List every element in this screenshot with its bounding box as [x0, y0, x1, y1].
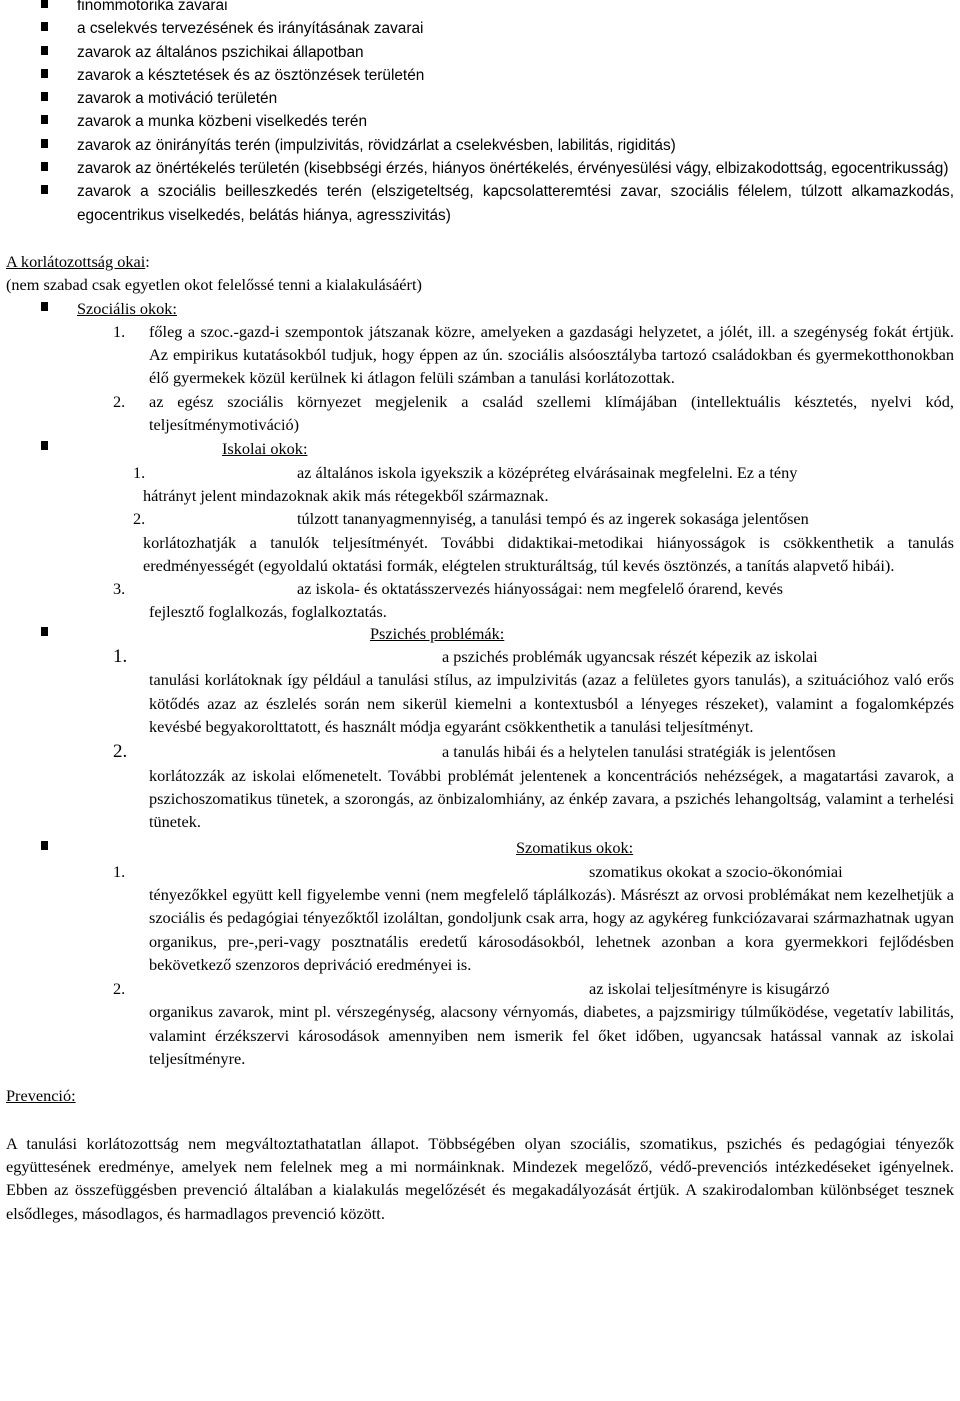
psych-causes-list — [0, 645, 960, 833]
list-item: zavarok a munka közbeni viselkedés terén — [0, 110, 960, 133]
section-title: Szomatikus okok: — [516, 838, 634, 858]
list-item: finommotorika zavarai — [0, 0, 960, 17]
bullet-icon — [41, 627, 48, 636]
list-item: 2. túlzott tananyagmennyiség, a tanulási tempó és az ingerek sokasága jelentősen korlátozhatják a tanulók teljesítményét. További didaktikai-metodikai hiányosságok is csökkenthetik a tanulás eredményességét (egyoldalú oktatási formák, elégtelen strukturáltság, túl kevés ösztönzés, a tanítás alapvető hibái). — [133, 509, 954, 575]
bullet-icon — [41, 841, 48, 850]
causes-heading: A korlátozottság okai: — [6, 251, 150, 271]
section-school — [0, 436, 960, 460]
section-title: Pszichés problémák: — [370, 623, 505, 643]
list-item: zavarok az önirányítás terén (impulzivitás, rövidzárlat a cselekvésben, labilitás, rigiditás) — [0, 134, 960, 157]
symptom-list — [0, 0, 960, 227]
bullet-icon — [41, 441, 48, 450]
somatic-causes-list — [0, 860, 960, 1071]
section-psych — [0, 622, 960, 645]
list-item: a cselekvés tervezésének és irányításának zavarai — [0, 17, 960, 40]
list-item: 1. főleg a szoc.-gazd-i szempontok játszanak közre, amelyeken a gazdasági helyzetet, a jólét, ill. a szegénység fokát értjük. Az empirikus kutatásokból tudjuk, hogy éppen az ún. szociális alsóosztályba tartozó családokban és gyermekotthonokban élő gyermekek közül kerülnek ki átlagon felüli számban a tanulási korlátozottak. — [113, 321, 954, 388]
section-title: Iskolai okok: — [222, 439, 308, 459]
list-item: 2. az iskolai teljesítményre is kisugárzó organikus zavarok, mint pl. vérszegénység, alacsony vérnyomás, diabetes, a pajzsmirigy túlműködése, vegetatív labilitás, valamint érzékszervi károsodások amennyiben nem ismerik fel őket időben, ugyancsak hatással vannak az iskolai teljesítményre. — [113, 979, 954, 1069]
prevention-paragraph: A tanulási korlátozottság nem megváltoztathatatlan állapot. Többségében olyan szociális, szomatikus, pszichés és pedagógiai tényezők együttesének eredménye, amelyek nem felelnek meg a mi normáinknak. Mindezek megelőző, védő-prevenciós intézkedéseket igényelnek. Ebben az összefüggésben prevenció általában a kialakulás megelőzését és megakadályozását értjük. A szakirodalomban különbséget tesznek elsődleges, másodlagos, és harmadlagos prevenció között. — [6, 1133, 954, 1223]
prevention-heading: Prevenció: — [6, 1086, 76, 1106]
list-item: zavarok a késztetések és az ösztönzések területén — [0, 64, 960, 87]
list-item: zavarok az önértékelés területén (kisebbségi érzés, hiányos önértékelés, érvényesülési vágy, elbizakodottság, egocentrikusság) — [0, 157, 960, 180]
list-item: zavarok az általános pszichikai állapotban — [0, 41, 960, 64]
section-somatic — [0, 836, 960, 859]
list-item: 1. szomatikus okokat a szocio-ökonómiai tényezőkkel együtt kell figyelembe venni (nem megfelelő táplálkozás). Másrészt az orvosi problémákat nem kezelhetjük a szociális és pedagógiai tényezőktől izoláltan, gondoljunk csak arra, hogy az agykéreg funkciózavarai származhatnak ugyan organikus, pre-,peri-vagy posztnatális eredetű károsodásokból, lehetnek azonban a kora gyermekkori fejlődésben bekövetkező szenzoros depriváció eredményei is. — [113, 861, 954, 974]
section-title: Szociális okok: — [77, 298, 177, 318]
list-item: 1. az általános iskola igyekszik a középréteg elvárásainak megfelelni. Ez a tény hátrányt jelent mindazoknak akik más rétegekből származnak. — [133, 462, 798, 505]
list-item: 3. az iskola- és oktatásszervezés hiányosságai: nem megfelelő órarend, kevés fejlesztő foglalkozás, foglalkoztatás. — [113, 579, 783, 622]
social-causes-list — [0, 320, 960, 436]
bullet-icon — [41, 302, 48, 311]
list-item: 2. a tanulás hibái és a helytelen tanulási stratégiák is jelentősen korlátozzák az iskolai előmenetelt. További problémát jelentenek a koncentrációs nehézségek, a magatartási zavarok, a pszichoszomatikus tünetek, a szorongás, az önbizalomhiány, az énkép zavara, a pszichés lehangoltság, valamint a terhelési tünetek. — [113, 741, 954, 832]
list-item: zavarok a motiváció területén — [0, 87, 960, 110]
school-causes-list — [0, 461, 960, 624]
list-item: 2. az egész szociális környezet megjelenik a család szellemi klímájában (intellektuális késztetés, nyelvi kód, teljesítménymotiváció) — [113, 391, 954, 435]
list-item: 1. a pszichés problémák ugyancsak részét képezik az iskolai tanulási korlátoknak így például a tanulási stílus, az impulzivitás (azaz a felületes gyors tanulás), a szituációhoz való erős kötődés azaz az észlelés során nem sikerül kiemelni a kontextusból a lényeges részeket), valamint a fogalomképzés kevésbé begyakorolttatott, és használt módja egyaránt csökkenthetik a tanulási teljesítményt. — [113, 646, 954, 736]
list-item: zavarok a szociális beilleszkedés terén (elszigeteltség, kapcsolatteremtési zavar, szociális félelem, túlzott alkamazkodás, egocentrikus viselkedés, belátás hiánya, agresszivitás) — [0, 180, 960, 227]
section-social — [0, 297, 960, 320]
causes-note: (nem szabad csak egyetlen okot felelőssé tenni a kialakulásáért) — [6, 275, 422, 295]
